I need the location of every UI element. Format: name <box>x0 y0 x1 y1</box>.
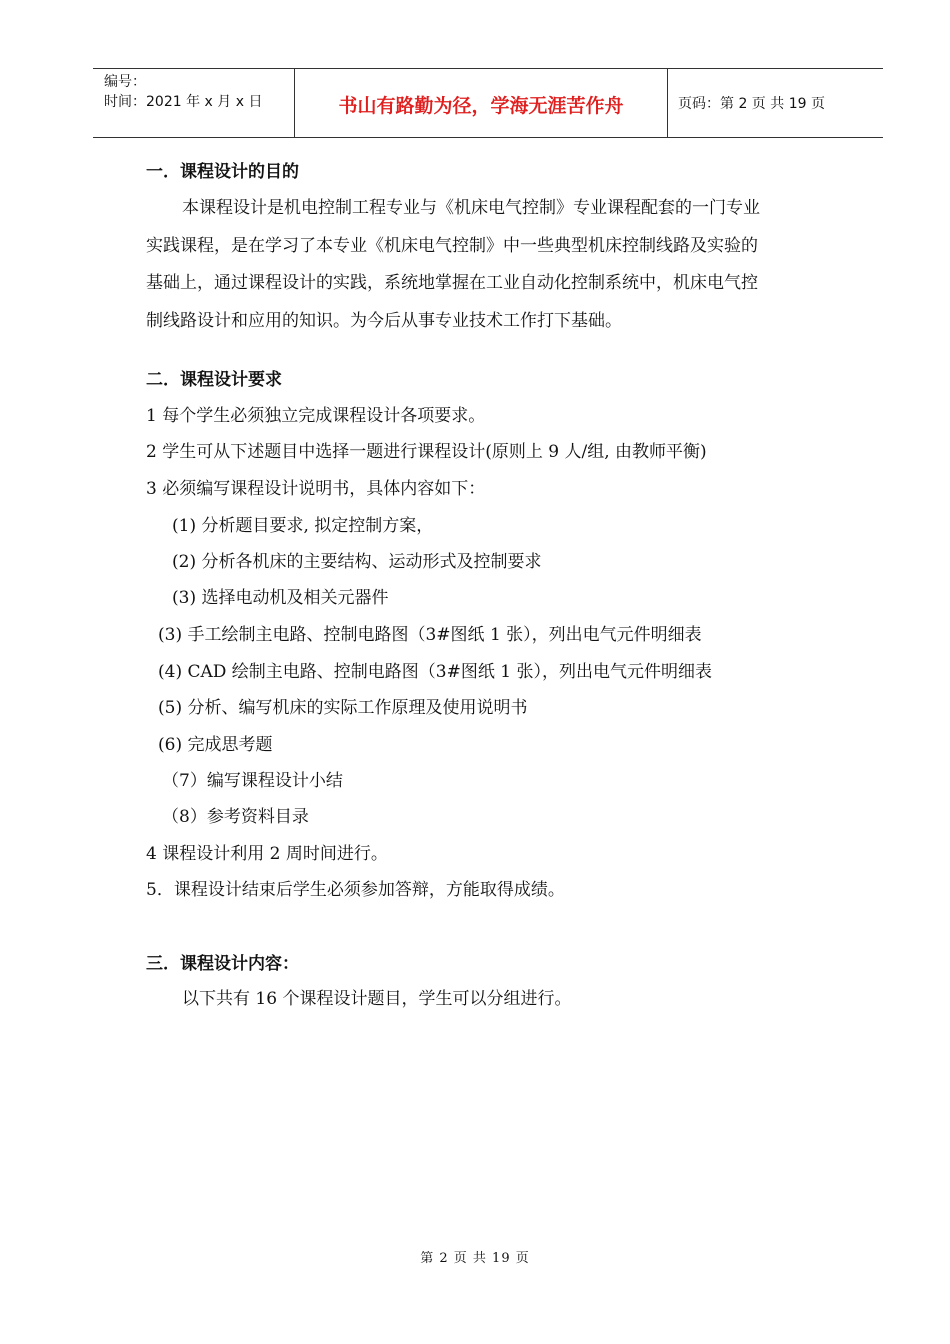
document-number-label: 编号： <box>104 74 146 90</box>
document-time-label: 时间：2021 年 x 月 x 日 <box>104 94 263 110</box>
header-right-cell <box>668 69 883 137</box>
requirement-subitem: (3) 选择电动机及相关元器件 <box>172 588 389 608</box>
page-footer: 第 2 页 共 19 页 <box>420 1251 530 1266</box>
requirement-subitem: （7）编写课程设计小结 <box>162 771 343 791</box>
section1-paragraph-line: 实践课程，是在学习了本专业《机床电气控制》中一些典型机床控制线路及实验的 <box>146 236 758 256</box>
page-header <box>93 68 883 138</box>
header-page-label: 页码：第 2 页 共 19 页 <box>678 96 825 112</box>
requirement-item: 3 必须编写课程设计说明书，具体内容如下： <box>146 479 486 499</box>
requirement-subitem: (1) 分析题目要求, 拟定控制方案， <box>172 516 434 536</box>
section1-paragraph-line: 本课程设计是机电控制工程专业与《机床电气控制》专业课程配套的一门专业 <box>182 198 760 218</box>
requirement-item: 5．课程设计结束后学生必须参加答辩，方能取得成绩。 <box>146 880 565 900</box>
requirement-subitem: (2) 分析各机床的主要结构、运动形式及控制要求 <box>172 552 542 572</box>
requirement-subitem: (4) CAD 绘制主电路、控制电路图（3#图纸 1 张），列出电气元件明细表 <box>158 662 712 682</box>
requirement-item: 2 学生可从下述题目中选择一题进行课程设计(原则上 9 人/组, 由教师平衡) <box>146 442 707 462</box>
requirement-subitem: （8）参考资料目录 <box>162 807 309 827</box>
section1-title: 一．课程设计的目的 <box>146 162 299 182</box>
section1-paragraph-line: 基础上，通过课程设计的实践，系统地掌握在工业自动化控制系统中，机床电气控 <box>146 273 758 293</box>
requirement-subitem: (5) 分析、编写机床的实际工作原理及使用说明书 <box>158 698 528 718</box>
header-motto: 书山有路勤为径，学海无涯苦作舟 <box>338 95 624 117</box>
requirement-subitem: (3) 手工绘制主电路、控制电路图（3#图纸 1 张），列出电气元件明细表 <box>158 625 702 645</box>
requirement-item: 1 每个学生必须独立完成课程设计各项要求。 <box>146 406 486 426</box>
requirement-item: 4 课程设计利用 2 周时间进行。 <box>146 844 388 864</box>
section2-title: 二．课程设计要求 <box>146 370 282 390</box>
section3-paragraph: 以下共有 16 个课程设计题目，学生可以分组进行。 <box>182 989 572 1009</box>
header-left-cell <box>93 69 295 137</box>
section3-title: 三．课程设计内容： <box>146 954 299 974</box>
section1-paragraph-line: 制线路设计和应用的知识。为今后从事专业技术工作打下基础。 <box>146 311 622 331</box>
header-middle-cell <box>295 69 668 137</box>
requirement-subitem: (6) 完成思考题 <box>158 735 273 755</box>
